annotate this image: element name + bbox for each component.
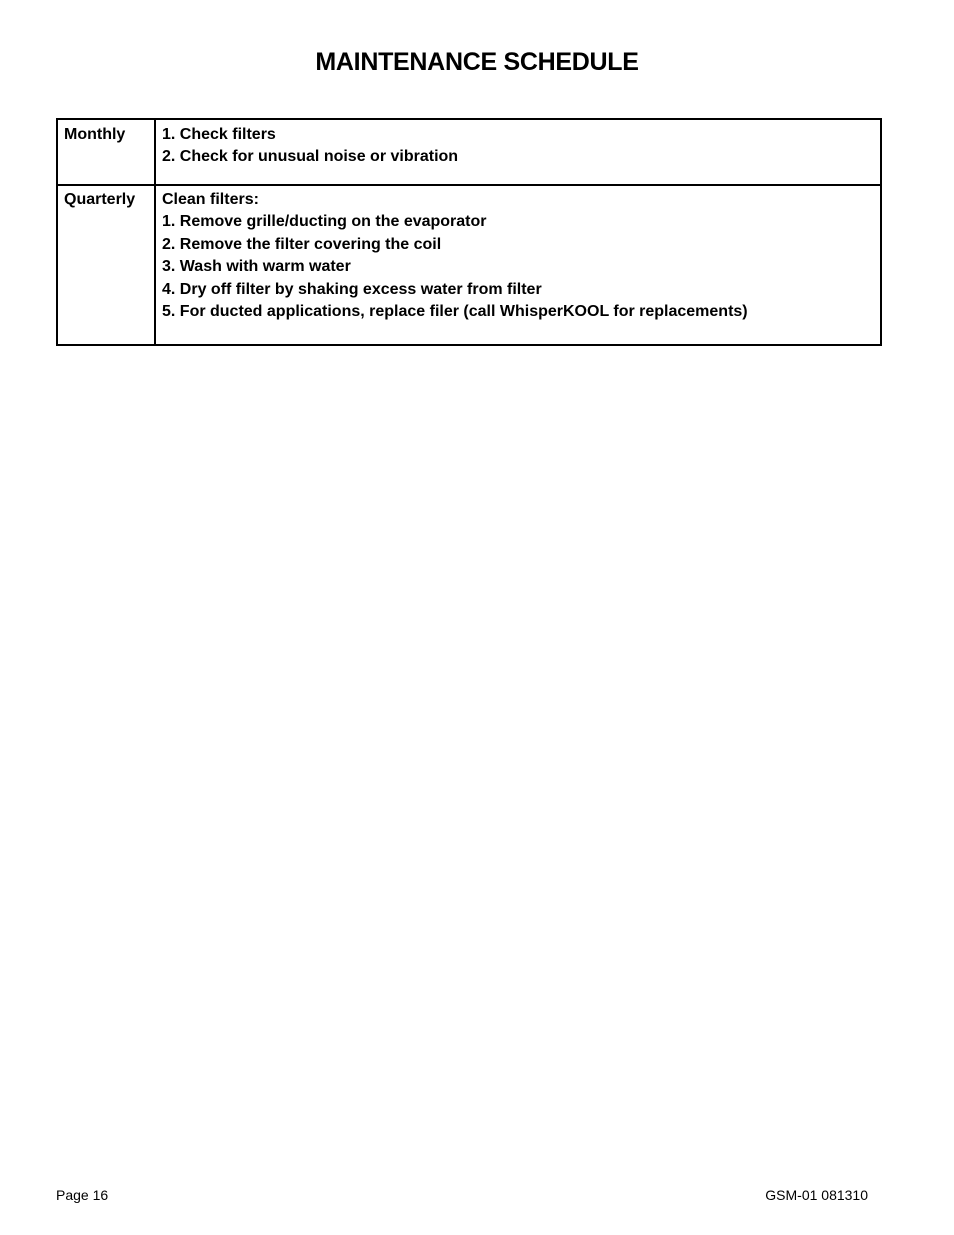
frequency-cell-quarterly: Quarterly [57, 185, 155, 345]
table-row-quarterly [57, 185, 881, 345]
task-line: 1. Check filters [162, 126, 276, 143]
task-cell-quarterly [155, 185, 881, 345]
task-line: 2. Remove the filter covering the coil [162, 235, 442, 253]
page-number: Page 16 [56, 1187, 109, 1203]
task-cell-monthly [155, 119, 881, 185]
task-line: 5. For ducted applications, replace filer (call WhisperKOOL for replacements) [162, 303, 748, 321]
task-line: 4. Dry off filter by shaking excess water from filter [162, 280, 542, 298]
frequency-cell-monthly: Monthly [57, 119, 155, 185]
page-title: MAINTENANCE SCHEDULE [315, 48, 639, 76]
task-heading: Clean filters: [162, 191, 259, 208]
task-line: 2. Check for unusual noise or vibration [162, 148, 459, 166]
task-line: 1. Remove grille/ducting on the evaporator [162, 213, 487, 231]
document-code: GSM-01 081310 [765, 1187, 868, 1203]
task-line: 3. Wash with warm water [162, 258, 351, 276]
table-row-monthly [57, 119, 881, 185]
maintenance-schedule-table [56, 118, 882, 346]
